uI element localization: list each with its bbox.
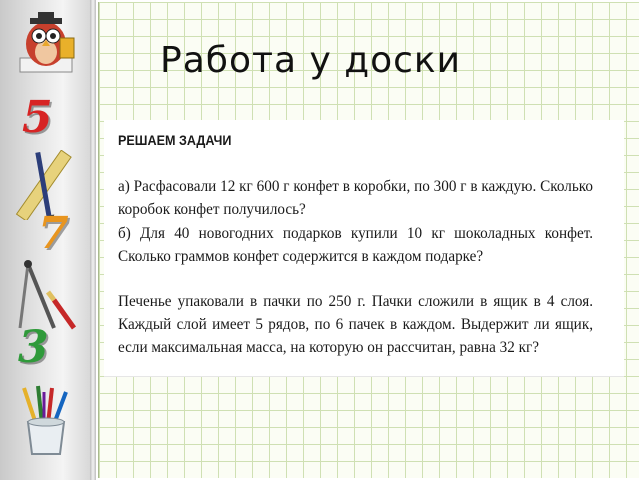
task-b: б) Для 40 новогодних подарков купили 10 кг шоколадных конфет. Сколько граммов конфет содержится в каждом подарке? <box>118 225 593 265</box>
textbook-excerpt <box>104 120 624 377</box>
textbook-heading: РЕШАЕМ ЗАДАЧИ <box>118 132 232 148</box>
sidebar-divider <box>90 0 96 480</box>
digit-seven: 7 <box>38 208 69 259</box>
task-a: а) Расфасовали 12 кг 600 г конфет в коробки, по 300 г в каждую. Сколько коробок конфет получилось? <box>118 178 593 218</box>
task-cookies: Печенье упаковали в пачки по 250 г. Пачки сложили в ящик в 4 слоя. Каждый слой имеет 5 рядов, по 6 пачек в каждом. Выдержит ли ящик, если максимальная масса, на которую он рассчитан, равна 32 кг? <box>118 293 593 356</box>
owl-mascot-icon <box>10 8 82 80</box>
pencil-cup-icon <box>14 384 78 458</box>
digit-five: 5 <box>22 92 53 143</box>
decorative-sidebar <box>0 0 90 480</box>
slide-title: Работа у доски <box>160 40 462 81</box>
digit-three: 3 <box>18 322 49 373</box>
